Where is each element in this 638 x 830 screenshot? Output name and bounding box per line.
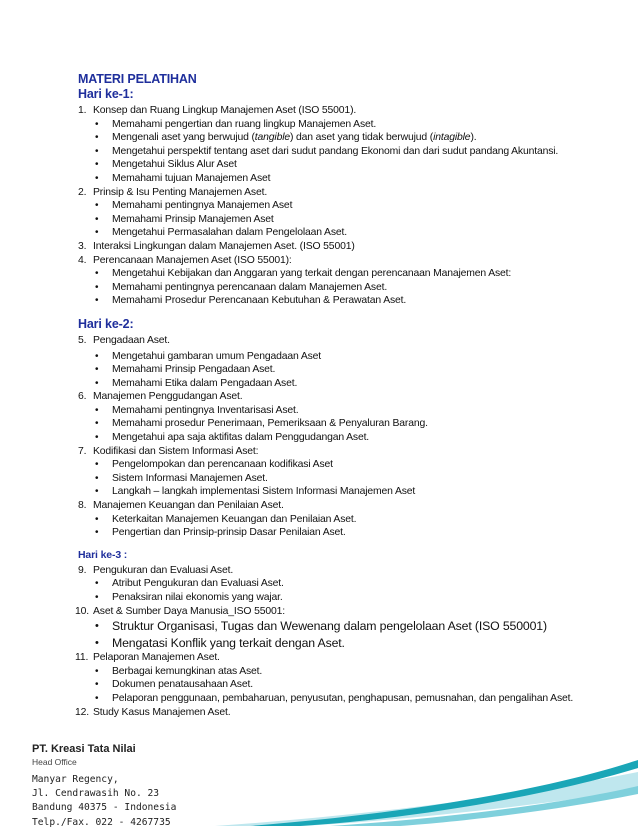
bullet-list [0, 404, 638, 445]
bullet-icon: • [95, 377, 99, 389]
bullet-item: • Mengetahui perspektif tentang aset dari sudut pandang Ekonomi dan dari sudut pandang Akuntansi. [95, 145, 559, 157]
list-item: 11. Pelaporan Manajemen Aset. [75, 652, 220, 664]
list-item: 12. Study Kasus Manajemen Aset. [75, 706, 231, 718]
bullet-item: • Sistem Informasi Manajemen Aset. [95, 472, 268, 484]
address-line: Telp./Fax. 022 - 4267735 [32, 816, 171, 828]
bullet-item: • Mengenali aset yang berwujud (tangible) dan aset yang tidak berwujud (intagible). [95, 132, 477, 144]
bullet-icon: • [95, 459, 99, 471]
bullet-icon: • [95, 350, 99, 362]
bullet-item: • Keterkaitan Manajemen Keuangan dan Penilaian Aset. [95, 513, 357, 525]
bullet-icon: • [95, 692, 99, 704]
bullet-item: • Mengetahui Siklus Alur Aset [95, 159, 237, 171]
bullet-icon: • [95, 227, 99, 239]
bullet-icon: • [95, 281, 99, 293]
bullet-icon: • [95, 295, 99, 307]
training-material [0, 72, 638, 719]
bullet-item: • Memahami pentingnya perencanaan dalam Manajemen Aset. [95, 281, 388, 293]
bullet-item: • Berbagai kemungkinan atas Aset. [95, 665, 263, 677]
day-3-heading: Hari ke-3 : [78, 548, 128, 561]
list-item: 8. Manajemen Keuangan dan Penilaian Aset. [78, 500, 284, 512]
bullet-icon: • [95, 527, 99, 539]
bullet-item: • Memahami pengertian dan ruang lingkup Manajemen Aset. [95, 118, 377, 130]
day-1-heading: Hari ke-1: [78, 87, 134, 101]
bullet-icon: • [95, 172, 99, 184]
bullet-icon: • [95, 118, 99, 130]
bullet-icon: • [95, 213, 99, 225]
bullet-icon: • [95, 268, 99, 280]
bullet-item: • Mengetahui gambaran umum Pengadaan Aset [95, 350, 322, 362]
bullet-icon: • [95, 636, 99, 649]
list-item: 2. Prinsip & Isu Penting Manajemen Aset. [78, 186, 268, 198]
list-item: 3. Interaksi Lingkungan dalam Manajemen Aset. (ISO 55001) [78, 240, 355, 252]
bullet-list [0, 458, 638, 499]
footer [0, 742, 638, 826]
bullet-item: • Pengertian dan Prinsip-prinsip Dasar Penilaian Aset. [95, 527, 346, 539]
bullet-item: • Pengelompokan dan perencanaan kodifikasi Aset [95, 459, 333, 471]
bullet-icon: • [95, 620, 99, 633]
bullet-item: • Memahami Etika dalam Pengadaan Aset. [95, 377, 298, 389]
bullet-icon: • [95, 472, 99, 484]
list-item: 4. Perencanaan Manajemen Aset (ISO 55001): [78, 254, 292, 266]
bullet-icon: • [95, 486, 99, 498]
office-label: Head Office [32, 757, 77, 767]
bullet-item: • Mengetahui Permasalahan dalam Pengelolaan Aset. [95, 227, 347, 239]
bullet-list [0, 267, 638, 308]
bullet-item: • Pelaporan penggunaan, pembaharuan, penyusutan, penghapusan, pemusnahan, dan pengalihan Aset. [95, 692, 574, 704]
bullet-item: • Memahami Prosedur Perencanaan Kebutuhan & Perawatan Aset. [95, 295, 407, 307]
list-item: 9. Pengukuran dan Evaluasi Aset. [78, 564, 234, 576]
bullet-item: • Memahami pentingnya Manajemen Aset [95, 200, 293, 212]
bullet-item: • Dokumen penatausahaan Aset. [95, 679, 253, 691]
company-address [32, 773, 176, 830]
bullet-item: • Mengetahui Kebijakan dan Anggaran yang terkait dengan perencanaan Manajemen Aset: [95, 268, 512, 280]
list-item: 10. Aset & Sumber Daya Manusia_ISO 55001: [75, 605, 285, 617]
list-item: 6. Manajemen Penggudangan Aset. [78, 391, 243, 403]
bullet-item: • Mengetahui apa saja aktifitas dalam Penggudangan Aset. [95, 432, 370, 444]
bullet-item: • Memahami Prinsip Manajemen Aset [95, 213, 274, 225]
bullet-item: • Memahami pentingnya Inventarisasi Aset. [95, 404, 299, 416]
bullet-icon: • [95, 159, 99, 171]
bullet-list [0, 513, 638, 540]
list-item: 5. Pengadaan Aset. [78, 334, 170, 346]
bullet-icon: • [95, 132, 99, 144]
bullet-list [0, 350, 638, 391]
bullet-item: • Memahami tujuan Manajemen Aset [95, 172, 271, 184]
bullet-list [0, 665, 638, 706]
company-name: PT. Kreasi Tata Nilai [32, 743, 136, 755]
bullet-list [0, 199, 638, 240]
bullet-icon: • [95, 679, 99, 691]
bullet-item: • Mengatasi Konflik yang terkait dengan Aset. [95, 635, 345, 650]
bullet-icon: • [95, 592, 99, 603]
bullet-item: • Struktur Organisasi, Tugas dan Wewenang dalam pengelolaan Aset (ISO 550001) [95, 619, 547, 634]
bullet-item: • Atribut Pengukuran dan Evaluasi Aset. [95, 578, 284, 590]
bullet-icon: • [95, 404, 99, 416]
bullet-icon: • [95, 200, 99, 212]
page-title: MATERI PELATIHAN [78, 72, 197, 86]
address-line: Manyar Regency, [32, 774, 119, 785]
list-item: 7. Kodifikasi dan Sistem Informasi Aset: [78, 445, 259, 457]
bullet-icon: • [95, 364, 99, 376]
bullet-icon: • [95, 418, 99, 430]
day-2-heading: Hari ke-2: [78, 316, 134, 331]
bullet-item: • Memahami Prinsip Pengadaan Aset. [95, 364, 276, 376]
bullet-list [0, 577, 638, 604]
list-item: 1. Konsep dan Ruang Lingkup Manajemen Aset (ISO 55001). [78, 105, 357, 116]
bullet-icon: • [95, 145, 99, 157]
bullet-icon: • [95, 513, 99, 525]
bullet-item: • Memahami prosedur Penerimaan, Pemeriksaan & Penyaluran Barang. [95, 418, 428, 430]
bullet-icon: • [95, 665, 99, 677]
bullet-item: • Langkah – langkah implementasi Sistem Informasi Manajemen Aset [95, 486, 416, 498]
bullet-icon: • [95, 432, 99, 444]
bullet-icon: • [95, 578, 99, 590]
address-line: Bandung 40375 - Indonesia [32, 802, 177, 814]
bullet-item: • Penaksiran nilai ekonomis yang wajar. [95, 592, 283, 603]
address-line: Jl. Cendrawasih No. 23 [32, 788, 160, 800]
bullet-list [0, 618, 638, 651]
bullet-list [0, 118, 638, 186]
